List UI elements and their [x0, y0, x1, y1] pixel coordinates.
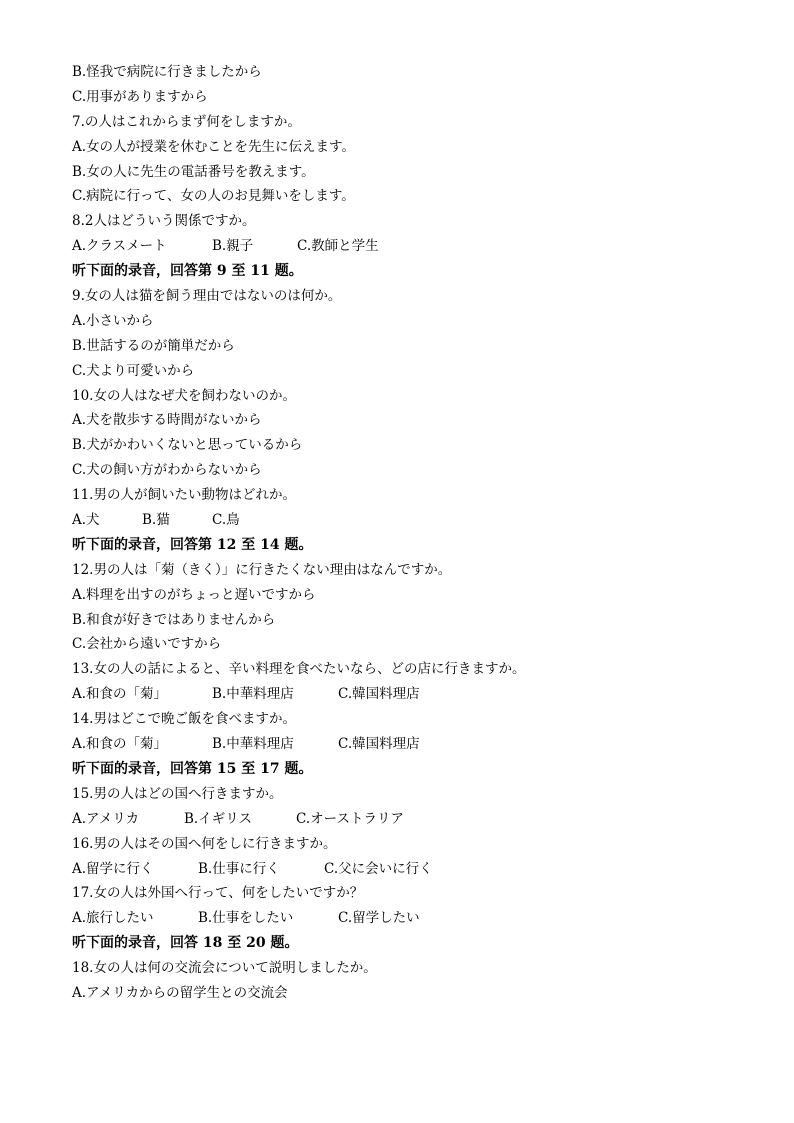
answer-options-row: [72, 906, 732, 931]
answer-choice: B.怪我で病院に行きましたから: [72, 64, 262, 80]
question-text: 11.男の人が飼いたい動物はどれか。: [72, 487, 296, 504]
section-heading: 听下面的录音，回答 18 至 20 题。: [72, 935, 299, 952]
answer-option: B.中華料理店: [212, 686, 294, 703]
answer-option: B.猫: [142, 512, 170, 529]
answer-choice: A.犬を散歩する時間がないから: [72, 412, 262, 429]
section-heading: 听下面的录音，回答第 15 至 17 题。: [72, 760, 313, 777]
question-text: 18.女の人は何の交流会について説明しましたか。: [72, 960, 377, 977]
question-text: 15.男の人はどの国へ行きますか。: [72, 785, 283, 802]
answer-choice: A.小さいから: [72, 312, 154, 329]
answer-choice: B.女の人に先生の電話番号を教えます。: [72, 163, 315, 180]
answer-option: B.仕事に行く: [198, 860, 280, 877]
answer-option: A.留学に行く: [72, 860, 154, 877]
answer-option: C.父に会いに行く: [324, 860, 433, 877]
document-page: [72, 60, 732, 1006]
answer-options-row: [72, 807, 732, 832]
answer-option: B.親子: [212, 238, 254, 255]
question-text: 8.2人はどういう関係ですか。: [72, 213, 256, 230]
question-text: 12.男の人は「菊（きく）」に行きたくない理由はなんですか。: [72, 561, 452, 578]
answer-options-row: [72, 732, 732, 757]
answer-option: C.韓国料理店: [338, 736, 420, 753]
answer-choice: A.女の人が授業を休むことを先生に伝えます。: [72, 138, 355, 155]
answer-choice: B.世話するのが簡単だから: [72, 337, 235, 354]
section-heading: 听下面的录音，回答第 12 至 14 题。: [72, 536, 313, 553]
answer-option: A.クラスメート: [72, 238, 167, 255]
answer-choice: A.料理を出すのがちょっと遅いですから: [72, 586, 316, 603]
answer-option: B.中華料理店: [212, 736, 294, 753]
answer-choice: A.アメリカからの留学生との交流会: [72, 984, 288, 1001]
answer-options-row: [72, 508, 732, 533]
answer-option: A.アメリカ: [72, 810, 140, 827]
answer-choice: C.会社から遠いですから: [72, 636, 222, 653]
answer-choice: C.用事がありますから: [72, 88, 208, 105]
question-text: 17.女の人は外国へ行って、何をしたいですか？: [72, 885, 364, 902]
question-text: 14.男はどこで晩ご飯を食べますか。: [72, 711, 296, 728]
answer-choice: B.和食が好きではありませんから: [72, 611, 276, 628]
question-text: 7.の人はこれからまず何をしますか。: [72, 113, 301, 130]
answer-option: C.教師と学生: [297, 238, 379, 255]
answer-option: A.旅行したい: [72, 910, 154, 927]
answer-option: A.和食の「菊」: [72, 686, 168, 703]
answer-option: C.留学したい: [338, 910, 420, 927]
question-text: 9.女の人は猫を飼う理由ではないのは何か。: [72, 288, 342, 305]
question-text: 13.女の人の話によると、辛い料理を食べたいなら、どの店に行きますか。: [72, 661, 526, 678]
question-text: 16.男の人はその国へ何をしに行きますか。: [72, 835, 337, 852]
answer-choice: C.犬の飼い方がわからないから: [72, 462, 262, 479]
answer-options-row: [72, 682, 732, 707]
answer-option: C.韓国料理店: [338, 686, 420, 703]
question-text: 10.女の人はなぜ犬を飼わないのか。: [72, 387, 296, 404]
answer-option: B.仕事をしたい: [198, 910, 294, 927]
answer-option: A.犬: [72, 512, 100, 529]
answer-options-row: [72, 234, 732, 259]
answer-choice: B.犬がかわいくないと思っているから: [72, 437, 303, 454]
answer-options-row: [72, 857, 732, 882]
answer-option: B.イギリス: [184, 810, 252, 827]
answer-option: C.鳥: [212, 512, 240, 529]
answer-option: C.オーストラリア: [296, 810, 404, 827]
answer-choice: C.犬より可愛いから: [72, 362, 195, 379]
section-heading: 听下面的录音，回答第 9 至 11 题。: [72, 263, 303, 280]
answer-choice: C.病院に行って、女の人のお見舞いをします。: [72, 188, 355, 205]
answer-option: A.和食の「菊」: [72, 736, 168, 753]
